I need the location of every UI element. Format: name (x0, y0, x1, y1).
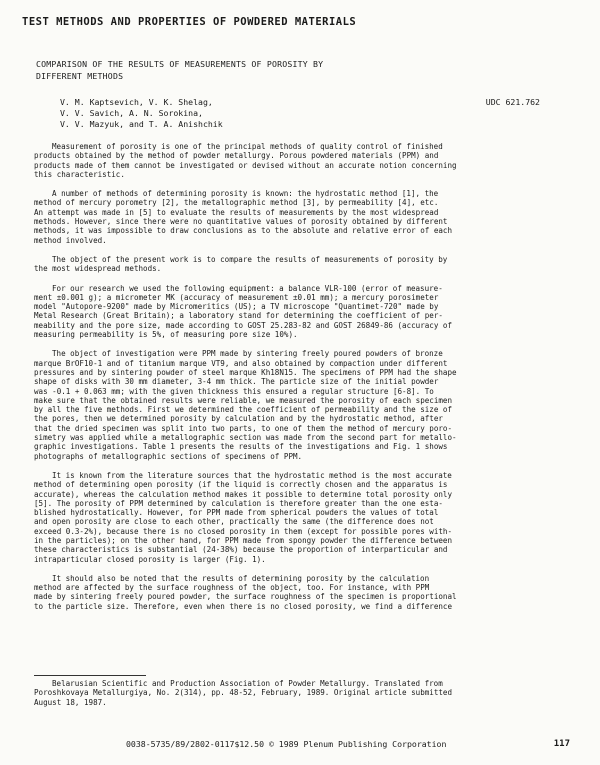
paragraph (34, 574, 558, 611)
journal-section-header: TEST METHODS AND PROPERTIES OF POWDERED MATERIALS (22, 16, 357, 28)
author-list (60, 97, 223, 130)
paragraph-line: made by sintering freely poured powder, the surface roughness of the specimen is proportional (34, 592, 457, 602)
paragraph-line: in the particles); on the other hand, for PPM made from spongy powder the difference between (34, 535, 453, 545)
paragraph-line: measuring permeability is 5%, of measuring pore size 10%). (34, 330, 298, 340)
paragraph-line: meability and the pore size, made according to GOST 25.283-82 and GOST 26849-86 (accuracy of (34, 320, 453, 330)
paragraph-line: For our research we used the following equipment: a balance VLR-100 (error of measure- (52, 283, 443, 293)
paragraph-line: simetry was applied while a metallographic section was made from the second part for metallo- (34, 433, 457, 443)
paragraph-line: The object of the present work is to compare the results of measurements of porosity by (52, 254, 448, 264)
paragraph-line: Metal Research (Great Britain); a laboratory stand for determining the coefficient of per- (34, 311, 443, 321)
paragraph (34, 255, 558, 274)
footnote (34, 679, 564, 707)
paragraph-line: the most widespread methods. (34, 264, 162, 274)
paragraph-line: to the particle size. Therefore, even when there is no closed porosity, we find a difference (34, 601, 453, 611)
paragraph-line: accurate), whereas the calculation method makes it possible to determine total porosity only (34, 489, 453, 499)
paragraph-line: make sure that the obtained results were reliable, we measured the porosity of each specimen (34, 395, 453, 405)
paragraph-line: methods, it was impossible to draw conclusions as to the absolute and relative error of each (34, 226, 453, 236)
paragraph-line: products made of them cannot be investigated or devised without an accurate notion concerning (34, 160, 457, 170)
footnote-line: August 18, 1987. (34, 697, 107, 707)
paragraph (34, 471, 558, 564)
paragraph-line: graphic investigations. Table 1 presents the results of the investigations and Fig. 1 shows (34, 442, 448, 452)
paragraph-line: It should also be noted that the results of determining porosity by the calculation (52, 573, 430, 583)
paragraph-line: model "Autopore-9200" made by Micromeritics (US); a TV microscope "Quantimet-720" made by (34, 302, 439, 312)
paragraph (34, 349, 558, 461)
paragraph-line: products obtained by the method of powder metallurgy. Porous powdered materials (PPM) and (34, 151, 439, 161)
paragraph-line: that the dried specimen was split into two parts, to one of them the method of mercury poro- (34, 423, 453, 433)
title-line: COMPARISON OF THE RESULTS OF MEASUREMENTS OF POROSITY BY (36, 59, 324, 69)
paragraph-line: pressures and by sintering powder of steel marque Kh18N15. The specimens of PPM had the shape (34, 367, 457, 377)
udc-code: UDC 621.762 (485, 97, 540, 107)
title-line: DIFFERENT METHODS (36, 71, 124, 81)
paragraph (34, 284, 558, 340)
paragraph (34, 142, 558, 179)
paragraph-line: A number of methods of determining porosity is known: the hydrostatic method [1], the (52, 189, 439, 199)
paragraph-line: An attempt was made in [5] to evaluate the results of measurements by the most widespread (34, 207, 439, 217)
paragraph-line: marque BrOF10-1 and of titanium marque VT9, and also obtained by compaction under different (34, 358, 448, 368)
footnote-line: Poroshkovaya Metallurgiya, No. 2(314), pp. 48-52, February, 1989. Original article submitted (34, 688, 453, 698)
paragraph-line: method involved. (34, 235, 107, 245)
paragraph-line: [5]. The porosity of PPM determined by calculation is therefore greater than the one esta- (34, 498, 443, 508)
footnote-line: Belarusian Scientific and Production Association of Powder Metallurgy. Translated from (52, 679, 443, 688)
author-line: V. V. Savich, A. N. Sorokina, (60, 108, 203, 118)
paragraph-line: methods. However, since there were no quantitative values of porosity obtained by different (34, 217, 448, 227)
paragraph-line: and open porosity are close to each other, practically the same (the difference does not (34, 517, 434, 527)
author-line: V. V. Mazyuk, and T. A. Anishchik (60, 119, 223, 129)
paragraph-line: method are affected by the surface roughness of the object, too. For instance, with PPM (34, 583, 430, 593)
paragraph-line: method of mercury porometry [2], the metallographic method [3], by permeability [4], etc. (34, 198, 439, 208)
article-title (36, 58, 323, 82)
author-line: V. M. Kaptsevich, V. K. Shelag, (60, 97, 213, 107)
paragraph-line: ment ±0.001 g); a micrometer MK (accuracy of measurement ±0.01 mm); a mercury porosimeter (34, 292, 439, 302)
paragraph-line: shape of disks with 30 mm diameter, 3-4 mm thick. The particle size of the initial powder (34, 377, 439, 387)
paragraph-line: this characteristic. (34, 169, 125, 179)
paragraph-line: blished hydrostatically. However, for PPM made from spherical powders the values of total (34, 508, 439, 518)
paragraph (34, 189, 558, 245)
paragraph-line: Measurement of porosity is one of the principal methods of quality control of finished (52, 142, 443, 151)
paragraph-line: method of determining open porosity (if the liquid is correctly chosen and the apparatus is (34, 480, 448, 490)
paragraph-line: was -0.1 + 0.063 mm; with the given thickness this ensured a regular structure [6-8]. To (34, 386, 434, 396)
paragraph-line: photographs of metallographic sections of specimens of PPM. (34, 451, 303, 461)
paragraph-line: exceed 0.3-2%), because there is no closed porosity in them (except for possible pores with- (34, 526, 453, 536)
paragraph-line: intraparticular closed porosity is larger (Fig. 1). (34, 554, 266, 564)
article-body (34, 142, 558, 621)
paragraph-line: The object of investigation were PPM made by sintering freely poured powders of bronze (52, 349, 443, 359)
paragraph-line: It is known from the literature sources that the hydrostatic method is the most accurate (52, 470, 452, 480)
paragraph-line: these characteristics is substantial (24-38%) because the proportion of interparticular and (34, 545, 448, 555)
paragraph-line: the pores, then we determined porosity by calculation and by the hydrostatic method, after (34, 414, 443, 424)
page-number: 117 (553, 739, 570, 749)
copyright-line: 0038-5735/89/2802-0117$12.50 © 1989 Plenum Publishing Corporation (126, 739, 447, 749)
paragraph-line: by all the five methods. First we determined the coefficient of permeability and the size of (34, 405, 453, 415)
footnote-rule (34, 675, 146, 676)
